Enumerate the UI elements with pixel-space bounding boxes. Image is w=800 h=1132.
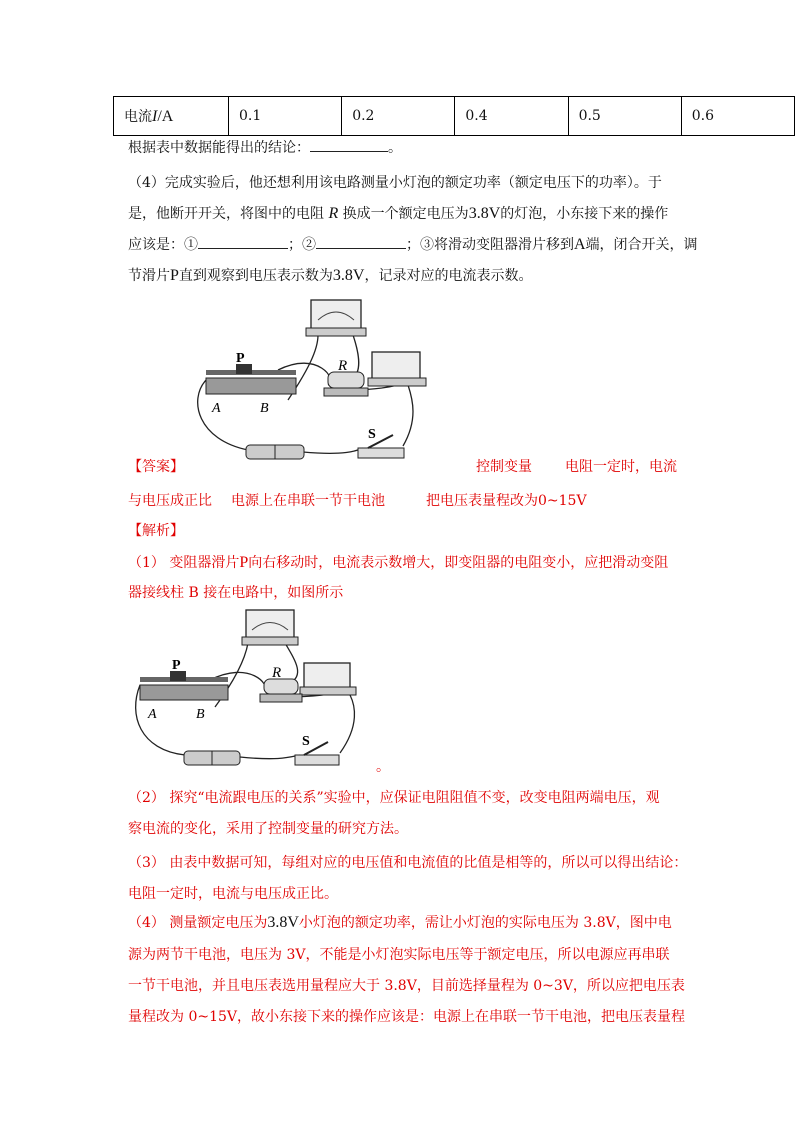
answer-line-1: 【答案】 控制变量 电阻一定时，电流 — [128, 459, 677, 475]
current-table — [113, 96, 795, 136]
answer-blank — [310, 139, 388, 152]
circuit-diagram-2 — [130, 605, 370, 775]
circuit-diagram-1 — [188, 290, 428, 470]
table-cell: 0.5 — [568, 97, 681, 136]
answer-tag: 【答案】 — [128, 459, 184, 475]
table-cell: 0.2 — [342, 97, 455, 136]
answer-line-2: 与电压成正比 电源上在串联一节干电池 把电压表量程改为0~15V — [128, 493, 587, 509]
voltmeter — [242, 610, 298, 645]
switch — [358, 427, 404, 458]
analysis-p4-line-3: 一节干电池，并且电压表选用量程应大于 3.8V，目前选择量程为 0~3V，所以应把电压表 — [128, 978, 685, 994]
voltmeter — [306, 300, 366, 336]
analysis-p2-line-1: （2） 探究“电流跟电压的关系”实验中，应保证电阻阻值不变，改变电阻两端电压，观 — [128, 790, 660, 806]
analysis-p1-line-1: （1） 变阻器滑片P向右移动时，电流表示数增大，即变阻器的电阻变小，应把滑动变阻 — [128, 554, 669, 571]
terminal-label-b: B — [196, 707, 205, 722]
switch-label: S — [302, 734, 310, 749]
analysis-p3-line-1: （3） 由表中数据可知，每组对应的电压值和电流值的比值是相等的，所以可以得出结论： — [128, 855, 688, 871]
resistor — [324, 358, 368, 396]
table-row — [114, 97, 795, 136]
answer-blank — [316, 236, 406, 249]
q4-line-4: 节滑片P直到观察到电压表示数为3.8V，记录对应的电流表示数。 — [128, 267, 533, 284]
table-cell: 0.4 — [455, 97, 568, 136]
analysis-p4-line-2: 源为两节干电池，电压为 3V，不能是小灯泡实际电压等于额定电压，所以电源应再串联 — [128, 947, 670, 963]
q4-line-3: 应该是：① ；② ；③将滑动变阻器滑片移到A端，闭合开关，调 — [128, 236, 698, 253]
q4-line-1: （4）完成实验后，他还想利用该电路测量小灯泡的额定功率（额定电压下的功率）。于 — [128, 175, 662, 191]
terminal-label-b: B — [260, 401, 269, 416]
figure-end-mark: 。 — [376, 759, 390, 775]
answer-blank — [198, 236, 288, 249]
slider-label-p: P — [236, 351, 245, 366]
resistor — [260, 665, 302, 702]
analysis-p3-line-2: 电阻一定时，电流与电压成正比。 — [128, 886, 338, 902]
slider-label-p: P — [172, 658, 181, 673]
rheostat — [206, 351, 296, 416]
q3-line: 根据表中数据能得出的结论： 。 — [128, 140, 402, 156]
analysis-p1-line-2: 器接线柱 B 接在电路中，如图所示 — [128, 585, 344, 601]
ammeter — [300, 663, 356, 695]
q4-line-2: 是，他断开开关，将图中的电阻 R 换成一个额定电压为3.8V的灯泡，小东接下来的操作 — [128, 205, 669, 222]
resistor-label: R — [338, 358, 348, 374]
ammeter — [368, 352, 426, 386]
table-header-cell: 电流I/A — [114, 97, 229, 136]
table-cell: 0.6 — [681, 97, 794, 136]
analysis-p4-line-4: 量程改为 0~15V，故小东接下来的操作应该是：电源上在串联一节干电池，把电压表量程 — [128, 1009, 686, 1025]
resistor-label: R — [272, 665, 282, 681]
analysis-tag: 【解析】 — [128, 523, 184, 539]
battery — [246, 445, 304, 459]
battery — [184, 751, 240, 765]
analysis-p4-line-1: （4） 测量额定电压为3.8V小灯泡的额定功率，需让小灯泡的实际电压为 3.8V，图中电 — [128, 914, 672, 931]
table-cell: 0.1 — [229, 97, 342, 136]
terminal-label-a: A — [212, 401, 221, 416]
analysis-p2-line-2: 察电流的变化，采用了控制变量的研究方法。 — [128, 821, 408, 837]
switch — [295, 734, 339, 765]
switch-label: S — [368, 427, 376, 442]
rheostat — [140, 658, 228, 722]
terminal-label-a: A — [148, 707, 157, 722]
